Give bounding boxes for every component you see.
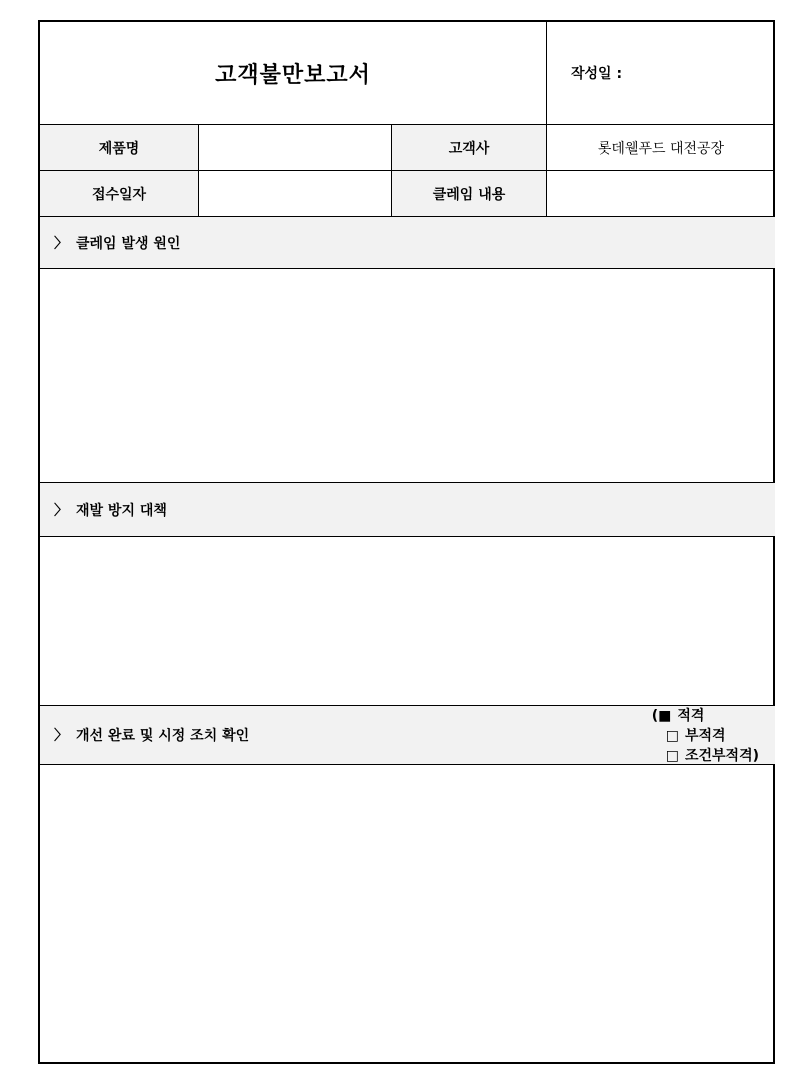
product-name-label: 제품명 bbox=[40, 124, 198, 170]
receipt-date-value[interactable] bbox=[198, 170, 391, 216]
confirmation-area[interactable] bbox=[40, 764, 775, 1064]
claim-cause-area[interactable] bbox=[40, 268, 775, 482]
report-title: 고객불만보고서 bbox=[215, 62, 371, 88]
section-title: 재발 방지 대책 bbox=[76, 502, 167, 519]
checkbox-empty-icon: □ bbox=[665, 728, 679, 744]
option-label: 부적격 bbox=[684, 728, 726, 744]
checkbox-checked-icon: (■ bbox=[651, 708, 672, 724]
chevron-right-icon: 〉 bbox=[54, 235, 68, 252]
complaint-report-form bbox=[38, 20, 775, 1064]
customer-value[interactable]: 롯데웰푸드 대전공장 bbox=[546, 124, 775, 170]
claim-content-label: 클레임 내용 bbox=[391, 170, 546, 216]
chevron-right-icon: 〉 bbox=[54, 502, 68, 519]
receipt-date-label: 접수일자 bbox=[40, 170, 198, 216]
chevron-right-icon: 〉 bbox=[54, 728, 68, 744]
date-label: 작성일 : bbox=[546, 22, 775, 124]
checkbox-empty-icon: □ bbox=[665, 748, 679, 764]
option-unsuitable[interactable] bbox=[666, 728, 726, 744]
section-header-prevention bbox=[40, 482, 775, 536]
section-header-confirmation bbox=[40, 705, 775, 764]
prevention-area[interactable] bbox=[40, 536, 775, 705]
section-title: 클레임 발생 원인 bbox=[76, 235, 181, 252]
section-title: 개선 완료 및 시정 조치 확인 bbox=[76, 728, 250, 744]
customer-label: 고객사 bbox=[391, 124, 546, 170]
product-name-value[interactable] bbox=[198, 124, 391, 170]
option-conditional[interactable] bbox=[666, 748, 759, 764]
section-header-claim-cause bbox=[40, 216, 775, 268]
claim-content-value[interactable] bbox=[546, 170, 775, 216]
option-suitable[interactable] bbox=[652, 708, 705, 724]
option-label: 조건부적격) bbox=[684, 748, 759, 764]
option-label: 적격 bbox=[677, 708, 705, 724]
